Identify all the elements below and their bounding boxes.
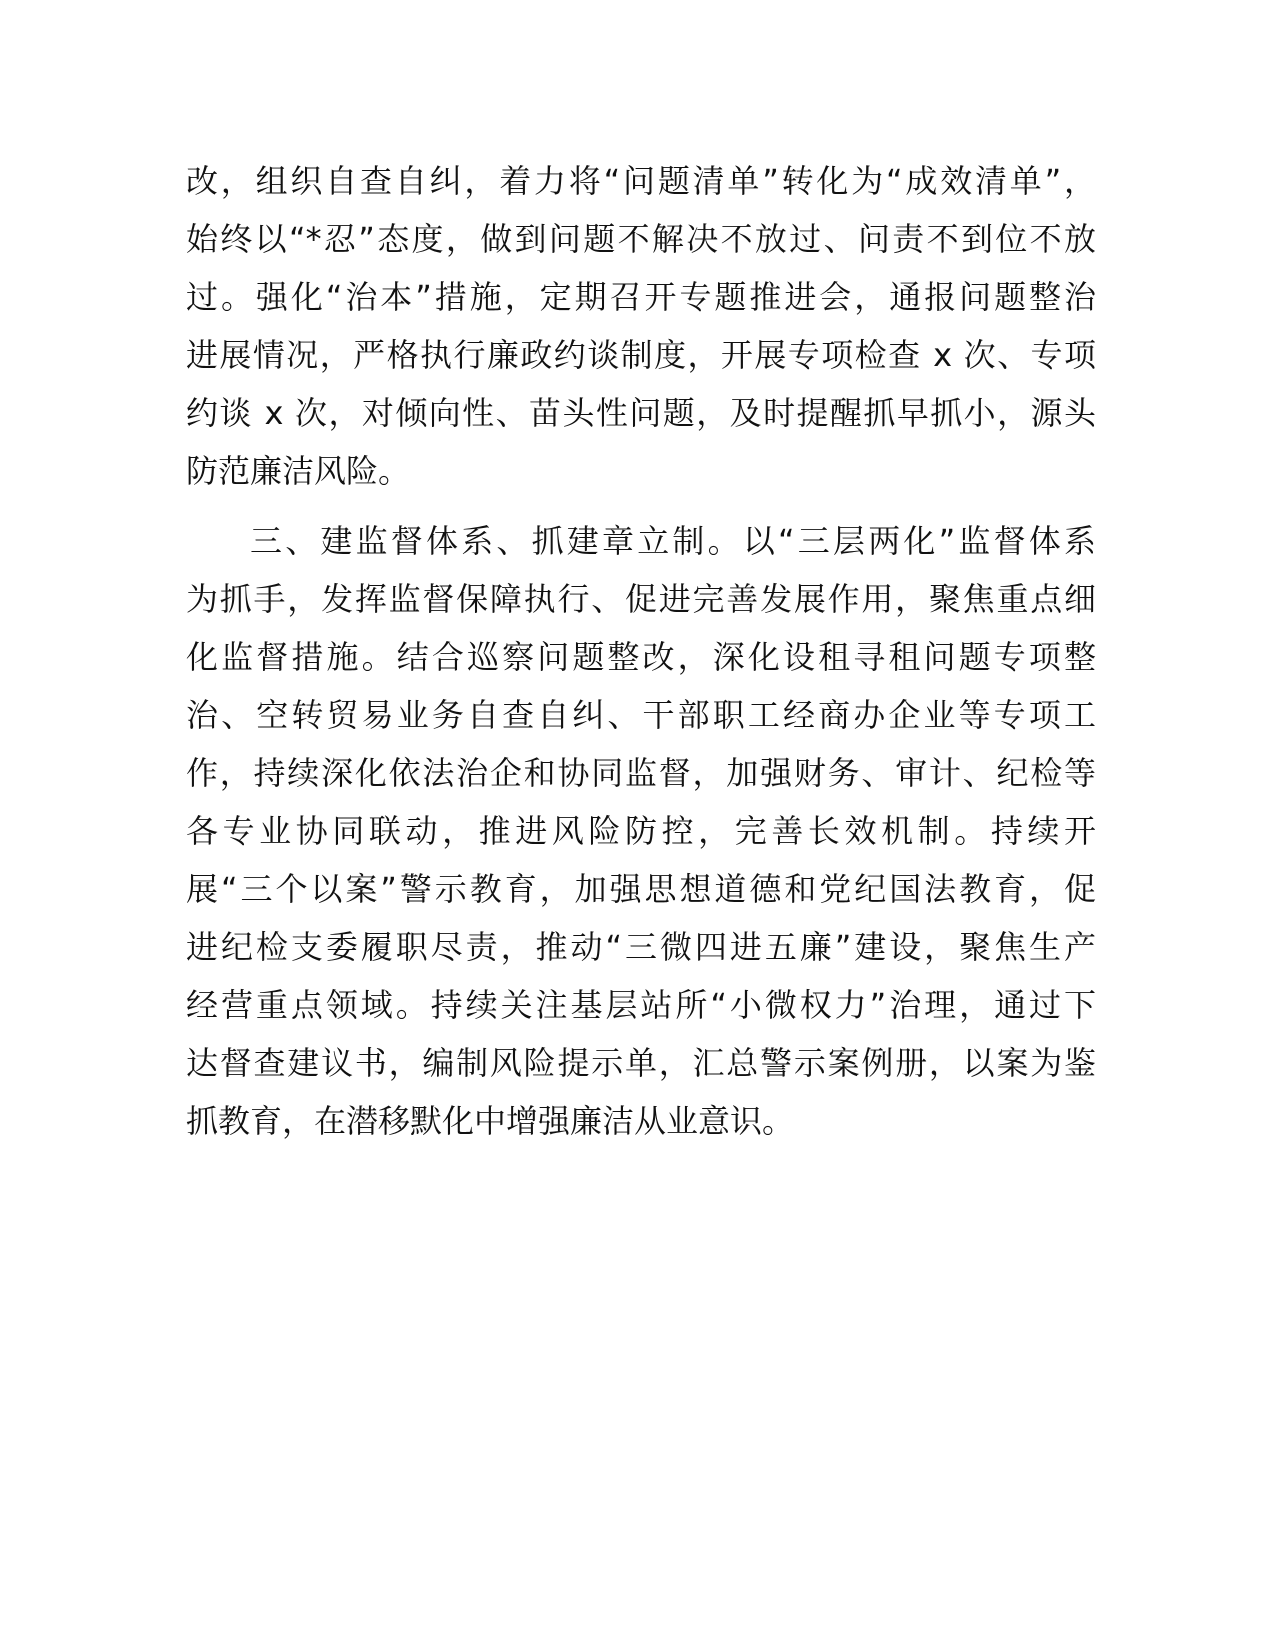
paragraph-spacer — [186, 500, 1096, 512]
paragraph-line: 三、建监督体系、抓建章立制。以“三层两化”监督体系 — [250, 522, 1096, 560]
paragraph-line: 防范廉洁风险。 — [186, 452, 411, 490]
document-body — [186, 152, 1096, 1150]
paragraph-line: 改，组织自查自纠，着力将“问题清单”转化为“成效清单”， — [186, 162, 1096, 200]
paragraph-line: 过。强化“治本”措施，定期召开专题推进会，通报问题整治 — [186, 278, 1096, 316]
paragraph-1 — [186, 152, 1096, 500]
paragraph-line: 进展情况，严格执行廉政约谈制度，开展专项检查 x 次、专项 — [186, 336, 1096, 374]
paragraph-line: 各专业协同联动，推进风险防控，完善长效机制。持续开 — [186, 812, 1096, 850]
paragraph-line: 经营重点领域。持续关注基层站所“小微权力”治理，通过下 — [186, 986, 1096, 1024]
paragraph-line: 进纪检支委履职尽责，推动“三微四进五廉”建设，聚焦生产 — [186, 928, 1096, 966]
paragraph-line: 作，持续深化依法治企和协同监督，加强财务、审计、纪检等 — [186, 754, 1096, 792]
paragraph-line: 展“三个以案”警示教育，加强思想道德和党纪国法教育，促 — [186, 870, 1096, 908]
paragraph-line: 治、空转贸易业务自查自纠、干部职工经商办企业等专项工 — [186, 696, 1096, 734]
paragraph-line: 始终以“*忍”态度，做到问题不解决不放过、问责不到位不放 — [186, 220, 1096, 258]
paragraph-line: 达督查建议书，编制风险提示单，汇总警示案例册，以案为鉴 — [186, 1044, 1096, 1082]
paragraph-line: 化监督措施。结合巡察问题整改，深化设租寻租问题专项整 — [186, 638, 1096, 676]
paragraph-line: 约谈 x 次，对倾向性、苗头性问题，及时提醒抓早抓小，源头 — [186, 394, 1096, 432]
paragraph-line: 抓教育，在潜移默化中增强廉洁从业意识。 — [186, 1102, 795, 1140]
paragraph-line: 为抓手，发挥监督保障执行、促进完善发展作用，聚焦重点细 — [186, 580, 1096, 618]
paragraph-2 — [186, 512, 1096, 1150]
